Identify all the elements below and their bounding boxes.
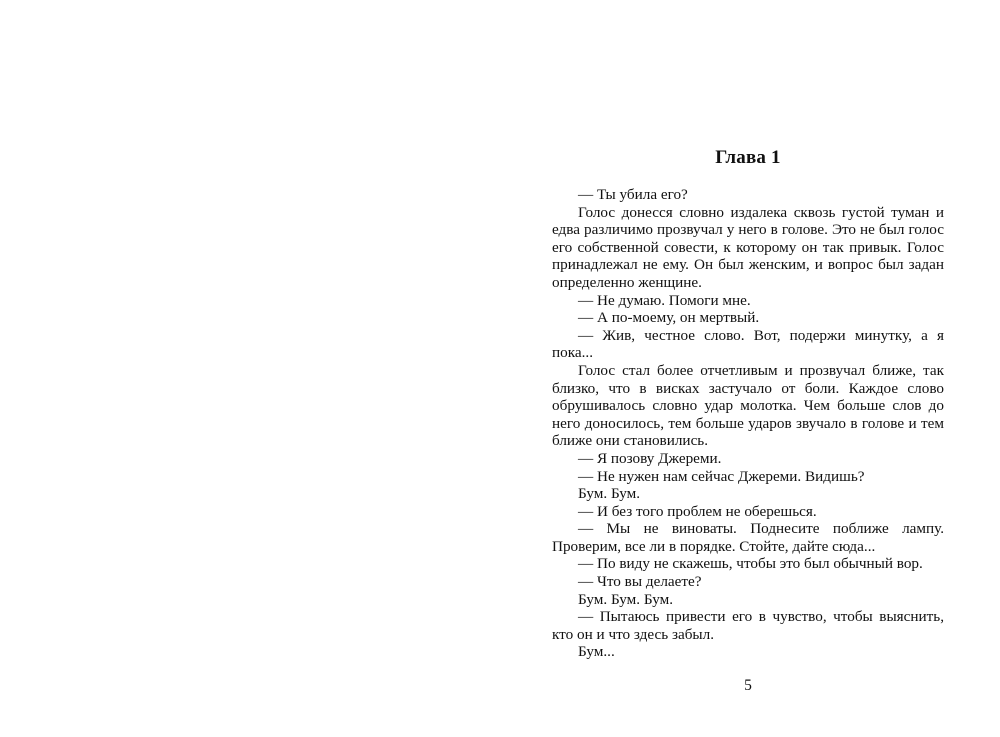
page-number: 5: [744, 677, 752, 694]
chapter-title: Глава 1: [715, 147, 781, 168]
paragraph: — Ты убила его?: [578, 186, 688, 203]
paragraph: — А по-моему, он мертвый.: [578, 309, 760, 327]
body-text: [552, 186, 944, 661]
paragraph: — Жив, честное слово. Вот, подержи минутку, а я пока...: [552, 326, 944, 362]
paragraph: — Не нужен нам сейчас Джереми. Видишь?: [578, 467, 865, 485]
paragraph: — И без того проблем не оберешься.: [578, 502, 817, 520]
paragraph: — По виду не скажешь, чтобы это был обычный вор.: [578, 555, 923, 573]
paragraph: Бум. Бум. Бум.: [578, 590, 674, 608]
paragraph: — Пытаюсь привести его в чувство, чтобы выяснить, кто он и что здесь забыл.: [552, 608, 944, 643]
paragraph: — Не думаю. Помоги мне.: [578, 291, 751, 309]
paragraph: — Что вы делаете?: [578, 573, 702, 591]
paragraph: Бум. Бум.: [578, 485, 641, 503]
paragraph: — Мы не виноваты. Поднесите поближе лампу. Проверим, все ли в порядке. Стойте, дайте сюда...: [552, 520, 944, 555]
paragraph: Голос донесся словно издалека сквозь густой туман и едва различимо прозвучал у него в голове. Это не был голос его собственной совести, к которому он так привык. Голос принадлежал не ему. Он был женским, и вопрос был задан определенно женщине.: [552, 203, 944, 291]
paragraph: Бум...: [578, 643, 615, 661]
paragraph: Голос стал более отчетливым и прозвучал ближе, так близко, что в висках застучало от боли. Каждое слово обрушивалось словно удар молотка. Чем больше слов до него доносилось, тем больше ударов звучало в голове и тем ближе они становились.: [552, 361, 944, 450]
paragraph: — Я позову Джереми.: [578, 449, 722, 467]
